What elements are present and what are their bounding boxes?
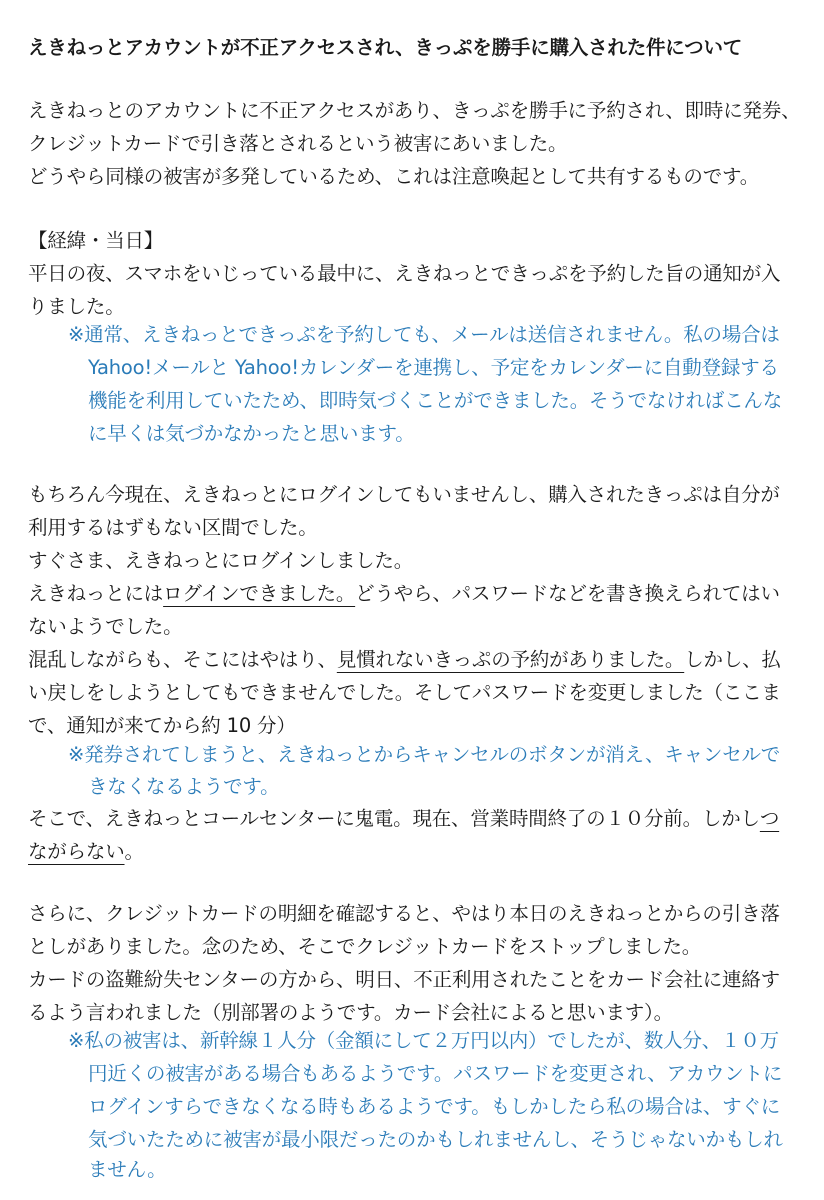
paragraph-line: としがありました。念のため、そこでクレジットカードをストップしました。 xyxy=(28,935,702,958)
note-line: ※通常、えきねっとできっぷを予約しても、メールは送信されません。私の場合は xyxy=(68,323,780,346)
paragraph-line: 平日の夜、スマホをいじっている最中に、えきねっとできっぷを予約した旨の通知が入 xyxy=(28,262,781,285)
text-segment: 混乱しながらも、そこにはやはり、 xyxy=(28,648,337,671)
paragraph-line: りました。 xyxy=(28,295,125,318)
text-segment: そこで、えきねっとコールセンターに鬼電。現在、営業時間終了の１０分前。しかし xyxy=(28,807,760,830)
note-line: 機能を利用していたため、即時気づくことができました。そうでなければこんな xyxy=(88,389,783,412)
intro-line: クレジットカードで引き落とされるという被害にあいました。 xyxy=(28,132,568,155)
underlined-text: ログインできました。 xyxy=(163,582,356,605)
text-segment: えきねっとには xyxy=(28,582,164,605)
paragraph-line: ないようでした。 xyxy=(28,615,183,638)
paragraph-line xyxy=(28,802,779,836)
article-title: えきねっとアカウントが不正アクセスされ、きっぷを勝手に購入された件について xyxy=(28,36,743,59)
text-segment: どうやら、パスワードなどを書き換えられてはい xyxy=(355,582,780,605)
underlined-text: 見慣れないきっぷの予約がありました。 xyxy=(336,648,685,671)
note-line: Yahoo!メールと Yahoo!カレンダーを連携し、予定をカレンダーに自動登録する xyxy=(88,356,779,379)
note-line: 円近くの被害がある場合もあるようです。パスワードを変更され、アカウントに xyxy=(88,1062,783,1085)
note-line: きなくなるようです。 xyxy=(88,775,280,798)
paragraph-line: もちろん今現在、えきねっとにログインしてもいませんし、購入されたきっぷは自分が xyxy=(28,483,780,506)
paragraph-line: カードの盗難紛失センターの方から、明日、不正利用されたことをカード会社に連絡す xyxy=(28,968,780,991)
note-line: に早くは気づかなかったと思います。 xyxy=(88,422,415,445)
note-line: ません。 xyxy=(88,1158,167,1181)
paragraph-line: い戻しをしようとしてもできませんでした。そしてパスワードを変更しました（ここま xyxy=(28,681,781,704)
intro-line: えきねっとのアカウントに不正アクセスがあり、きっぷを勝手に予約され、即時に発券、 xyxy=(28,99,801,122)
paragraph-line xyxy=(28,577,780,611)
paragraph-line: さらに、クレジットカードの明細を確認すると、やはり本日のえきねっとからの引き落 xyxy=(28,902,780,925)
section-heading: 【経緯・当日】 xyxy=(28,229,164,252)
paragraph-line xyxy=(28,643,781,677)
note-line: ログインすらできなくなる時もあるようです。もしかしたら私の場合は、すぐに xyxy=(88,1095,781,1118)
text-segment: しかし、払 xyxy=(684,648,781,671)
text-segment: 。 xyxy=(124,840,144,863)
underlined-text: つ xyxy=(759,807,780,830)
paragraph-line: 利用するはずもない区間でした。 xyxy=(28,516,318,539)
paragraph-line: すぐさま、えきねっとにログインしました。 xyxy=(28,549,414,572)
paragraph-line xyxy=(28,835,144,869)
note-line: ※私の被害は、新幹線１人分（金額にして２万円以内）でしたが、数人分、１０万 xyxy=(68,1029,779,1052)
underlined-text: ながらない xyxy=(28,840,125,863)
intro-line: どうやら同様の被害が多発しているため、これは注意喚起として共有するものです。 xyxy=(28,165,760,188)
note-line: ※発券されてしまうと、えきねっとからキャンセルのボタンが消え、キャンセルで xyxy=(68,743,781,766)
paragraph-line: るよう言われました（別部署のようです。カード会社によると思います）。 xyxy=(28,1001,673,1024)
note-line: 気づいたために被害が最小限だったのかもしれませんし、そうじゃないかもしれ xyxy=(88,1128,783,1151)
paragraph-line: で、通知が来てから約 10 分） xyxy=(28,714,296,737)
